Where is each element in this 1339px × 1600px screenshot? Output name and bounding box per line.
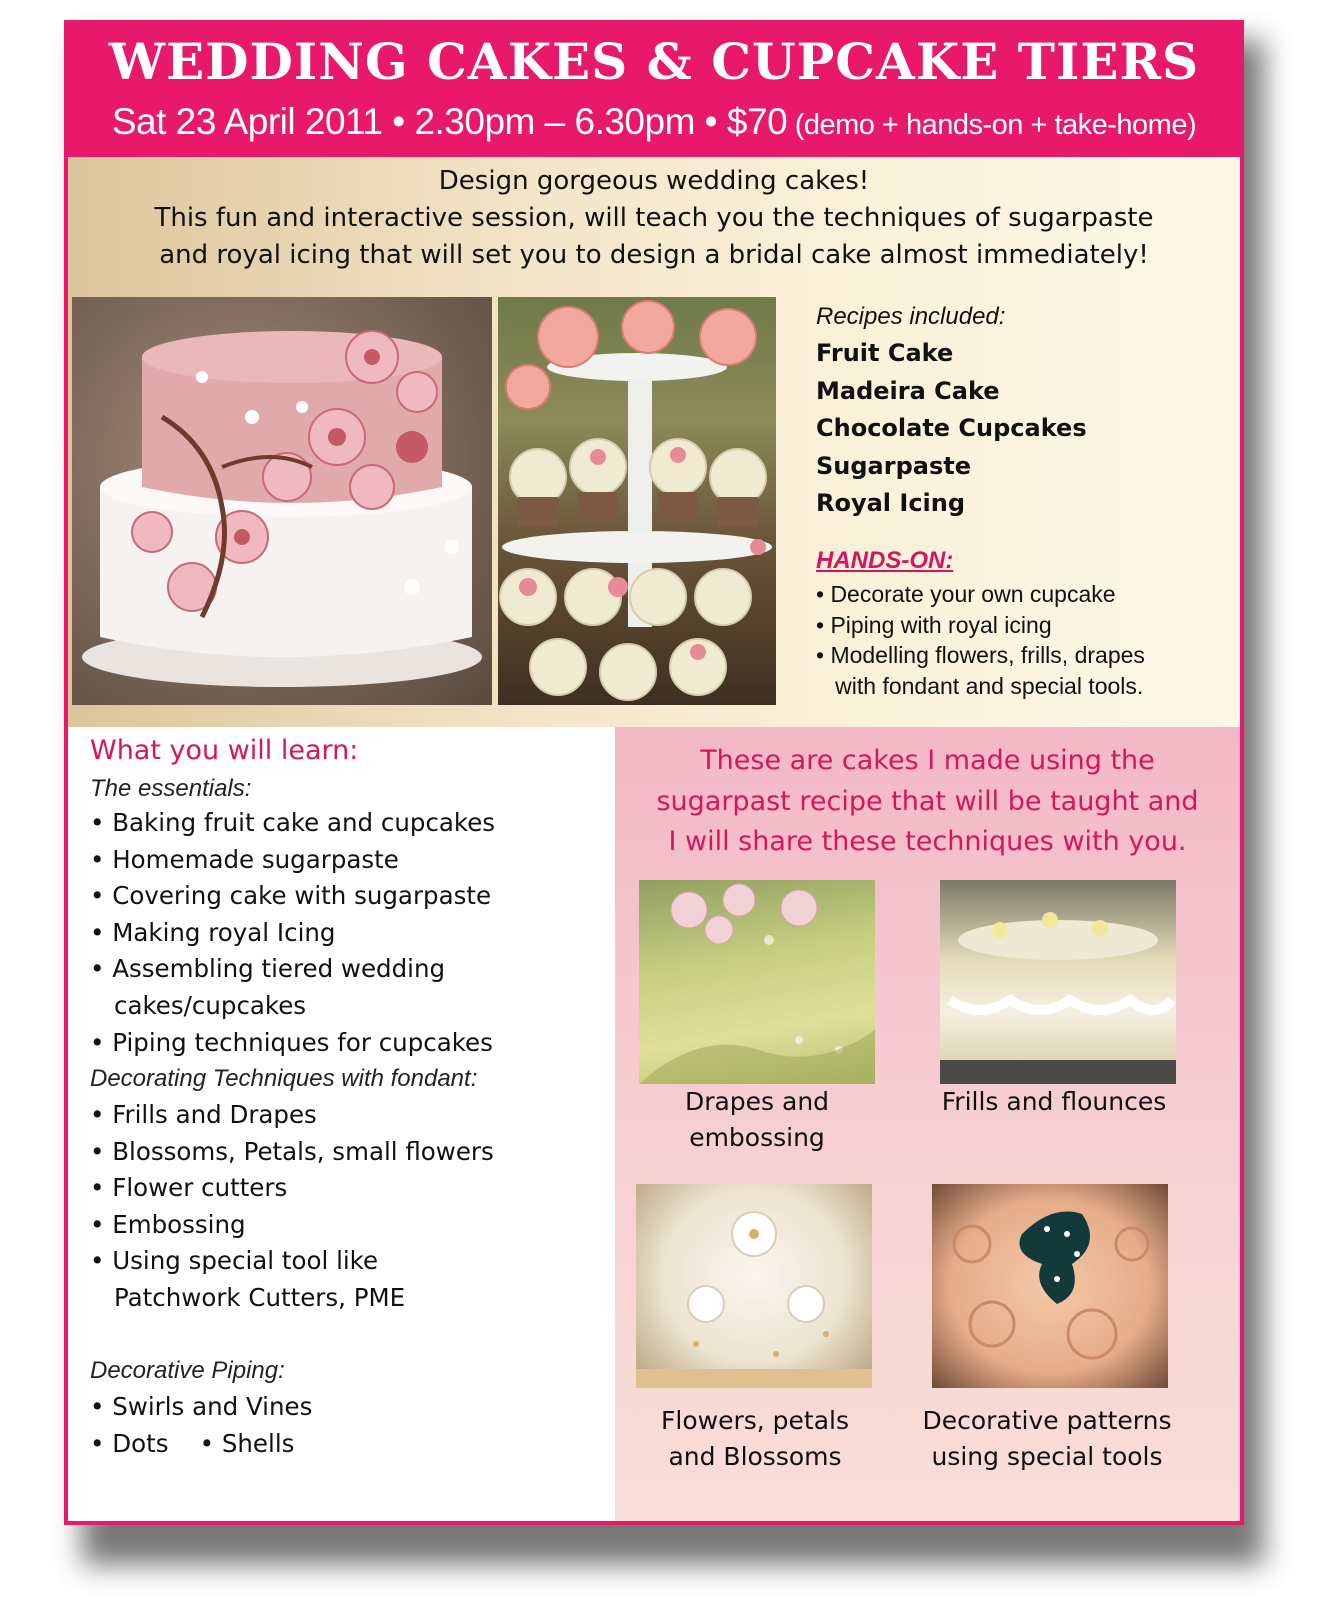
list-item: • Homemade sugarpaste [90,844,399,874]
essentials-label: The essentials: [90,775,252,802]
tiered-cake-photo [72,297,492,705]
hands-on-item: • Decorate your own cupcake [816,581,1116,607]
recipes-label: Recipes included: [816,303,1006,330]
intro-panel [68,157,1240,727]
event-date-time-price: Sat 23 April 2011 • 2.30pm – 6.30pm • $70 [111,101,788,142]
list-item: • Frills and Drapes [90,1100,317,1129]
list-item: • Assembling tiered wedding cakes/cupcakes [90,954,446,1020]
hands-on-item: • Modelling flowers, frills, drapes [816,642,1145,668]
essentials-list [90,805,610,1061]
intro-line: Design gorgeous wedding cakes! [438,166,870,196]
caption-line: Frills and flounces [941,1087,1167,1116]
list-item: • Embossing [90,1209,246,1239]
caption-blossoms [615,1403,895,1475]
caption-line: Flowers, petals [661,1406,849,1435]
caption-patterns [907,1403,1187,1475]
recipe-item: Chocolate Cupcakes [816,414,1087,442]
caption-line: and Blossoms [668,1442,842,1471]
piping-list [90,1389,610,1462]
hands-on-list [816,579,1236,701]
decorating-label: Decorating Techniques with fondant: [90,1065,478,1092]
list-item: • Blossoms, Petals, small flowers [90,1136,494,1166]
list-item: • Flower cutters [90,1173,288,1203]
hands-on-item: • Piping with royal icing [816,611,1052,638]
caption-line: embossing [689,1123,825,1152]
drapes-cake-photo [639,880,875,1084]
caption-line: using special tools [931,1442,1163,1471]
recipe-item: Royal Icing [816,489,966,517]
blossoms-cake-photo [636,1184,872,1388]
recipes-list [816,299,1226,523]
list-item: • Using special tool like Patchwork Cutters, PME [90,1246,406,1312]
piping-label: Decorative Piping: [90,1357,285,1384]
flyer [64,20,1244,1525]
list-item: • Dots • Shells [90,1428,295,1458]
list-item: • Swirls and Vines [90,1392,313,1421]
caption-line: Drapes and [684,1087,830,1116]
caption-drapes [617,1084,897,1156]
event-details [64,100,1244,147]
list-item: • Piping techniques for cupcakes [90,1027,493,1057]
gallery-heading-line: I will share these techniques with you. [668,826,1187,857]
flyer-title: WEDDING CAKES & CUPCAKE TIERS [108,32,1200,91]
recipe-item: Madeira Cake [816,376,1000,405]
learn-panel [68,727,615,1521]
list-item: • Making royal Icing [90,917,336,947]
list-item: • Baking fruit cake and cupcakes [90,808,496,837]
recipe-item: Fruit Cake [816,339,954,367]
intro-line: This fun and interactive session, will teach you the techniques of sugarpaste [154,203,1154,233]
event-includes: (demo + hands-on + take-home) [787,109,1197,141]
gallery-heading-line: These are cakes I made using the [700,745,1155,776]
recipe-item: Sugarpaste [816,451,971,480]
hands-on-item: with fondant and special tools. [816,672,1144,699]
hands-on-heading: HANDS-ON: [816,547,954,574]
gallery-heading [615,741,1240,863]
intro-line: and royal icing that will set you to design a bridal cake almost immediately! [159,240,1149,270]
gallery-heading-line: sugarpast recipe that will be taught and [656,785,1199,817]
caption-frills [914,1084,1194,1120]
caption-line: Decorative patterns [922,1406,1172,1435]
gallery-panel [615,727,1240,1521]
list-item: • Covering cake with sugarpaste [90,881,492,911]
learn-heading: What you will learn: [90,735,359,766]
cupcake-tier-photo [498,297,776,705]
patterns-cake-photo [932,1184,1168,1388]
frills-cake-photo [940,880,1176,1084]
decorating-list [90,1097,510,1317]
intro-text [68,163,1240,274]
header-banner [64,20,1244,157]
